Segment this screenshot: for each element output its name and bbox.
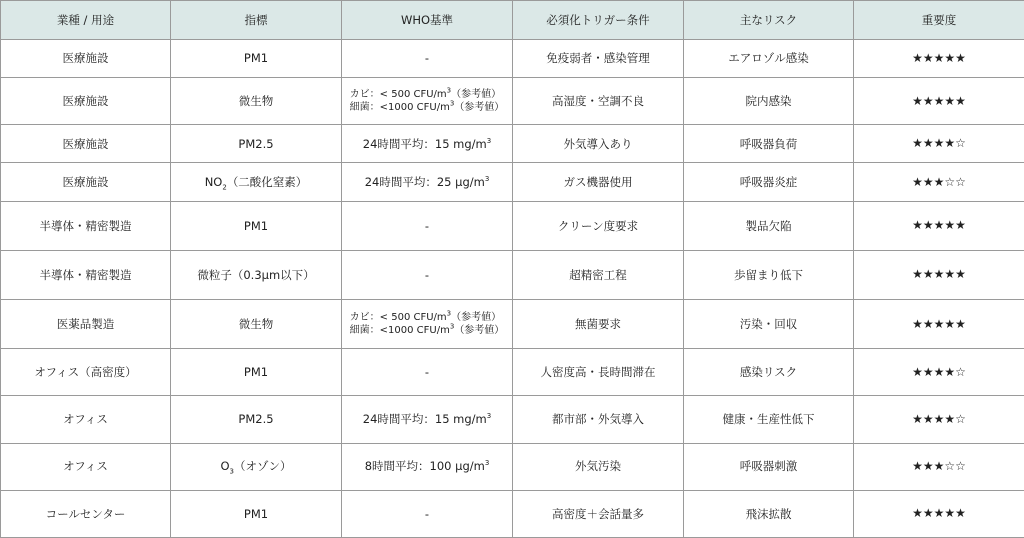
- cell-who: 8時間平均：100 $\mu g/m^3$: [342, 443, 513, 490]
- cell-indicator: $O_3$（オゾン）: [171, 443, 342, 490]
- cell-trigger: 超精密工程: [513, 250, 684, 299]
- header-row: [1, 1, 1024, 40]
- table-row: [1, 396, 1024, 443]
- cell-who: -: [342, 201, 513, 250]
- cell-trigger: ガス機器使用: [513, 163, 684, 201]
- cell-importance: ★★★★★: [854, 78, 1024, 125]
- table-row: [1, 201, 1024, 250]
- cell-importance: ★★★★★: [854, 299, 1024, 348]
- cell-indicator: PM1: [171, 490, 342, 537]
- table-row: [1, 299, 1024, 348]
- header-indicator: 指標: [171, 1, 342, 40]
- cell-risk: 製品欠陥: [684, 201, 854, 250]
- cell-trigger: 高密度＋会話量多: [513, 490, 684, 537]
- cell-importance: ★★★★☆: [854, 125, 1024, 163]
- cell-indicator: PM1: [171, 40, 342, 78]
- cell-importance: ★★★★★: [854, 490, 1024, 537]
- cell-who: カビ：< 500 CFU/$m^3$（参考値） 細菌：<1000 CFU/$m^3$（参考値）: [342, 299, 513, 348]
- header-risk: 主なリスク: [684, 1, 854, 40]
- table-row: [1, 40, 1024, 78]
- cell-who: 24時間平均：15 $mg/m^3$: [342, 396, 513, 443]
- cell-indicator: PM1: [171, 201, 342, 250]
- cell-indicator: 微粒子（0.3μm以下）: [171, 250, 342, 299]
- cell-importance: ★★★★☆: [854, 349, 1024, 396]
- cell-indicator: PM2.5: [171, 396, 342, 443]
- cell-industry: 医療施設: [1, 125, 171, 163]
- cell-who: -: [342, 40, 513, 78]
- header-who-standard: WHO基準: [342, 1, 513, 40]
- cell-indicator: 微生物: [171, 78, 342, 125]
- cell-importance: ★★★★☆: [854, 396, 1024, 443]
- cell-trigger: 外気汚染: [513, 443, 684, 490]
- cell-importance: ★★★★★: [854, 250, 1024, 299]
- cell-industry: オフィス: [1, 443, 171, 490]
- cell-who: -: [342, 490, 513, 537]
- cell-importance: ★★★☆☆: [854, 163, 1024, 201]
- cell-indicator: 微生物: [171, 299, 342, 348]
- cell-industry: 半導体・精密製造: [1, 250, 171, 299]
- table-row: [1, 163, 1024, 201]
- header-importance: 重要度: [854, 1, 1024, 40]
- cell-indicator: PM2.5: [171, 125, 342, 163]
- cell-trigger: 高湿度・空調不良: [513, 78, 684, 125]
- header-trigger: 必須化トリガー条件: [513, 1, 684, 40]
- cell-industry: 医療施設: [1, 78, 171, 125]
- cell-industry: 半導体・精密製造: [1, 201, 171, 250]
- cell-trigger: 都市部・外気導入: [513, 396, 684, 443]
- cell-who: カビ：< 500 CFU/$m^3$（参考値） 細菌：<1000 CFU/$m^3$（参考値）: [342, 78, 513, 125]
- cell-who: -: [342, 349, 513, 396]
- cell-risk: 飛沫拡散: [684, 490, 854, 537]
- cell-importance: ★★★★★: [854, 40, 1024, 78]
- cell-who: -: [342, 250, 513, 299]
- cell-risk: 呼吸器刺激: [684, 443, 854, 490]
- cell-risk: エアロゾル感染: [684, 40, 854, 78]
- table-row: [1, 78, 1024, 125]
- cell-industry: 医療施設: [1, 163, 171, 201]
- cell-who: 24時間平均：25 $\mu g/m^3$: [342, 163, 513, 201]
- cell-indicator: PM1: [171, 349, 342, 396]
- cell-risk: 呼吸器負荷: [684, 125, 854, 163]
- table-row: [1, 490, 1024, 537]
- cell-risk: 汚染・回収: [684, 299, 854, 348]
- cell-risk: 感染リスク: [684, 349, 854, 396]
- cell-industry: オフィス: [1, 396, 171, 443]
- cell-industry: 医療施設: [1, 40, 171, 78]
- header-industry: 業種 / 用途: [1, 1, 171, 40]
- cell-risk: 呼吸器炎症: [684, 163, 854, 201]
- table-row: [1, 443, 1024, 490]
- cell-industry: オフィス（高密度）: [1, 349, 171, 396]
- cell-risk: 歩留まり低下: [684, 250, 854, 299]
- cell-trigger: 人密度高・長時間滞在: [513, 349, 684, 396]
- cell-importance: ★★★★★: [854, 201, 1024, 250]
- cell-trigger: クリーン度要求: [513, 201, 684, 250]
- cell-risk: 健康・生産性低下: [684, 396, 854, 443]
- cell-trigger: 外気導入あり: [513, 125, 684, 163]
- table-row: [1, 125, 1024, 163]
- cell-importance: ★★★☆☆: [854, 443, 1024, 490]
- cell-industry: 医薬品製造: [1, 299, 171, 348]
- cell-who: 24時間平均：15 $mg/m^3$: [342, 125, 513, 163]
- cell-trigger: 無菌要求: [513, 299, 684, 348]
- cell-risk: 院内感染: [684, 78, 854, 125]
- cell-industry: コールセンター: [1, 490, 171, 537]
- table-row: [1, 250, 1024, 299]
- cell-trigger: 免疫弱者・感染管理: [513, 40, 684, 78]
- cell-indicator: $NO_2$（二酸化窒素）: [171, 163, 342, 201]
- table-row: [1, 349, 1024, 396]
